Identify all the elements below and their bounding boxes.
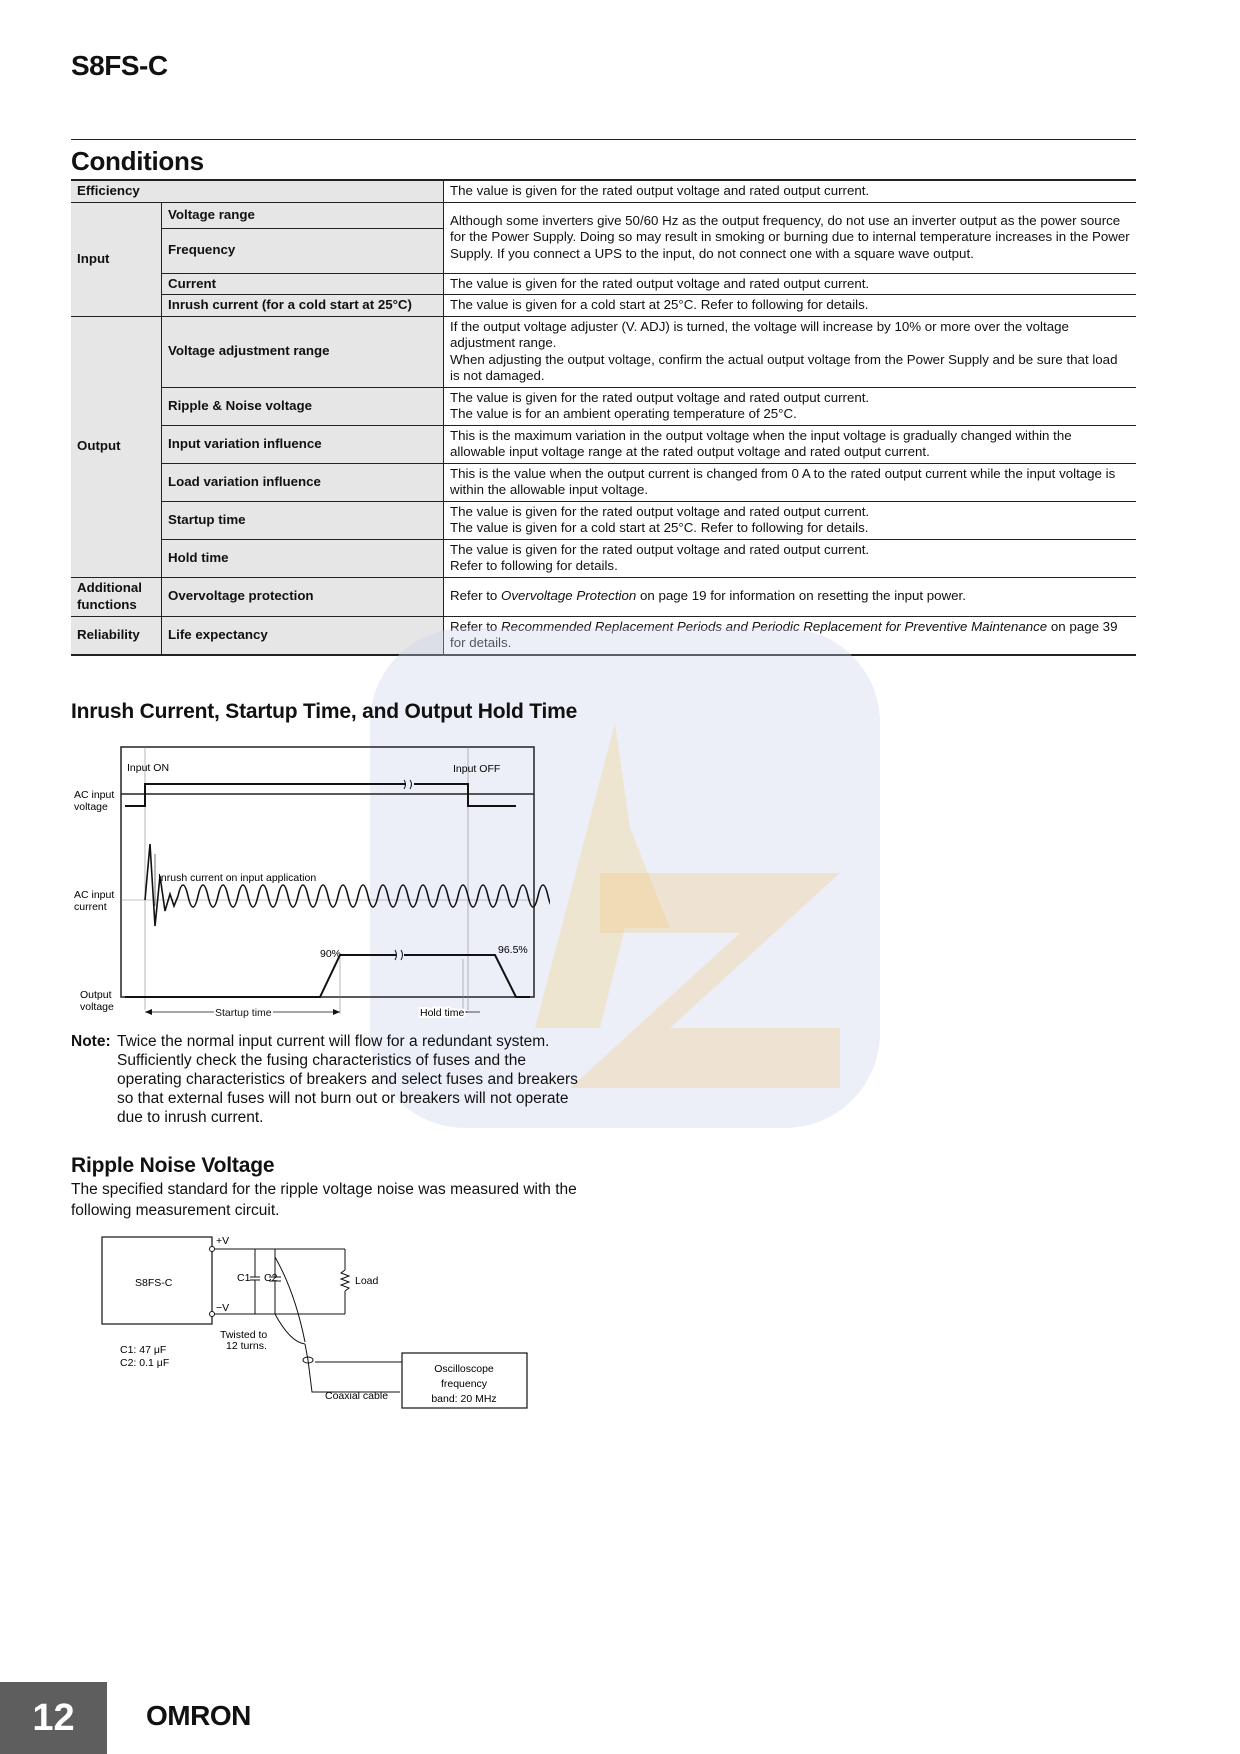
twisted-label-2: 12 turns. bbox=[226, 1340, 267, 1352]
timing-diagram bbox=[70, 746, 550, 1026]
omron-logo: OMRON bbox=[146, 1700, 251, 1731]
ninety-six-percent-label: 96.5% bbox=[498, 944, 528, 956]
measurement-circuit bbox=[100, 1232, 530, 1412]
voltage-adjustment-text bbox=[444, 316, 1137, 387]
inrush-section-heading: Inrush Current, Startup Time, and Output Hold Time bbox=[71, 700, 578, 723]
header-rule bbox=[71, 139, 1136, 140]
output-voltage-label-1: Output bbox=[80, 989, 112, 1001]
table-row bbox=[71, 316, 1136, 387]
load-label: Load bbox=[355, 1275, 379, 1287]
current-text: The value is given for the rated output voltage and rated output current. bbox=[444, 273, 1137, 295]
ac-current-label-1: AC input bbox=[74, 889, 115, 901]
c1-label: C1 bbox=[237, 1272, 251, 1284]
c2-value-label: C2: 0.1 μF bbox=[120, 1357, 170, 1369]
page-number: 12 bbox=[0, 1682, 107, 1754]
c1-value-label: C1: 47 μF bbox=[120, 1344, 167, 1356]
table-row bbox=[71, 463, 1136, 501]
efficiency-label: Efficiency bbox=[71, 180, 444, 202]
voltage-range-label: Voltage range bbox=[162, 202, 444, 228]
frequency-label: Frequency bbox=[162, 228, 444, 273]
inrush-label: Inrush current (for a cold start at 25°C) bbox=[162, 295, 444, 317]
note-text: Twice the normal input current will flow for a redundant system. Sufficiently check the fusing characteristics of fuses and the operating characteristics of breakers and select fuses and breakers so that external fuses will not burn out or breakers will not operate due to inrush current. bbox=[117, 1033, 578, 1126]
twisted-label-1: Twisted to bbox=[220, 1329, 268, 1341]
voltage-adjustment-text-1: If the output voltage adjuster (V. ADJ) is turned, the voltage will increase by 10% or more over the voltage adjustment range. bbox=[450, 318, 1069, 350]
life-reference-link: Recommended Replacement Periods and Periodic Replacement for Preventive Maintenance bbox=[501, 618, 1048, 634]
ninety-percent-label: 90% bbox=[320, 948, 342, 960]
table-row bbox=[71, 295, 1136, 317]
hold-time-label: Hold time bbox=[420, 1007, 465, 1019]
table-row bbox=[71, 425, 1136, 463]
hold-time-label: Hold time bbox=[162, 539, 444, 577]
hold-time-text bbox=[444, 539, 1137, 577]
life-text-pre: Refer to bbox=[450, 618, 501, 634]
inrush-current-label: Inrush current on input application bbox=[158, 872, 317, 884]
input-variation-label: Input variation influence bbox=[162, 425, 444, 463]
ripple-section-text: The specified standard for the ripple voltage noise was measured with the following measurement circuit. bbox=[71, 1181, 577, 1219]
reliability-label: Reliability bbox=[71, 616, 162, 655]
overvoltage-protection-text bbox=[444, 577, 1137, 616]
ripple-noise-label: Ripple & Noise voltage bbox=[162, 387, 444, 425]
input-variation-text: This is the maximum variation in the output voltage when the input voltage is gradually changed within the allowable input voltage range at the rated output voltage and rated output current. bbox=[444, 425, 1137, 463]
voltage-adjustment-text-2: When adjusting the output voltage, confirm the actual output voltage from the Power Supply and be sure that load is not damaged. bbox=[450, 351, 1118, 383]
ripple-noise-text-1: The value is given for the rated output voltage and rated output current. bbox=[450, 389, 870, 405]
conditions-heading: Conditions bbox=[71, 146, 204, 176]
table-row bbox=[71, 539, 1136, 577]
minus-v-label: −V bbox=[216, 1302, 230, 1314]
product-model-title: S8FS-C bbox=[71, 50, 168, 81]
input-group-label: Input bbox=[71, 202, 162, 316]
inrush-text: The value is given for a cold start at 25°C. Refer to following for details. bbox=[444, 295, 1137, 317]
table-row bbox=[71, 273, 1136, 295]
startup-time-label: Startup time bbox=[162, 501, 444, 539]
ovp-text-pre: Refer to bbox=[450, 588, 501, 604]
s8fs-device-label: S8FS-C bbox=[135, 1277, 173, 1289]
hold-time-text-2: Refer to following for details. bbox=[450, 558, 618, 573]
table-row bbox=[71, 577, 1136, 616]
ac-voltage-label-1: AC input bbox=[74, 789, 115, 801]
input-on-label: Input ON bbox=[127, 762, 170, 774]
input-off-label: Input OFF bbox=[453, 763, 501, 775]
coaxial-cable-label: Coaxial cable bbox=[325, 1390, 389, 1402]
output-voltage-label-2: voltage bbox=[80, 1001, 114, 1013]
inrush-note bbox=[71, 1032, 591, 1127]
hold-time-text-1: The value is given for the rated output voltage and rated output current. bbox=[450, 541, 870, 557]
output-group-label: Output bbox=[71, 316, 162, 577]
oscilloscope-label-2: frequency bbox=[440, 1378, 488, 1390]
ovp-reference-link: Overvoltage Protection bbox=[501, 588, 637, 604]
ripple-section-heading: Ripple Noise Voltage bbox=[71, 1154, 275, 1177]
efficiency-text: The value is given for the rated output voltage and rated output current. bbox=[444, 180, 1137, 202]
c2-label: C2 bbox=[264, 1272, 278, 1284]
voltage-adjustment-label: Voltage adjustment range bbox=[162, 316, 444, 387]
startup-time-label: Startup time bbox=[215, 1007, 272, 1019]
ac-current-label-2: current bbox=[74, 901, 107, 913]
load-variation-text: This is the value when the output current is changed from 0 A to the rated output current while the input voltage is within the allowable input voltage. bbox=[444, 463, 1137, 501]
table-row bbox=[71, 180, 1136, 202]
table-row bbox=[71, 501, 1136, 539]
ripple-noise-text-2: The value is for an ambient operating temperature of 25°C. bbox=[450, 406, 797, 421]
conditions-table bbox=[71, 179, 1136, 656]
life-expectancy-label: Life expectancy bbox=[162, 616, 444, 655]
life-text-post: on page 39 for details. bbox=[450, 618, 1118, 650]
overvoltage-protection-label: Overvoltage protection bbox=[162, 577, 444, 616]
load-variation-label: Load variation influence bbox=[162, 463, 444, 501]
additional-functions-label: Additional functions bbox=[71, 577, 162, 616]
oscilloscope-label-3: band: 20 MHz bbox=[431, 1393, 497, 1405]
current-label: Current bbox=[162, 273, 444, 295]
ripple-noise-text bbox=[444, 387, 1137, 425]
table-row bbox=[71, 202, 1136, 228]
note-label: Note: bbox=[71, 1033, 111, 1050]
oscilloscope-label-1: Oscilloscope bbox=[434, 1363, 494, 1375]
ac-voltage-label-2: voltage bbox=[74, 801, 108, 813]
startup-time-text-2: The value is given for a cold start at 25°C. Refer to following for details. bbox=[450, 520, 869, 535]
startup-time-text-1: The value is given for the rated output voltage and rated output current. bbox=[450, 503, 870, 519]
startup-time-text bbox=[444, 501, 1137, 539]
voltage-frequency-text: Although some inverters give 50/60 Hz as the output frequency, do not use an inverter output as the power source for the Power Supply. Doing so may result in smoking or burning due to internal temperature increases in the Power Supply. If you connect a UPS to the input, do not connect one with a square wave output. bbox=[444, 202, 1137, 273]
ovp-text-post: on page 19 for information on resetting the input power. bbox=[636, 588, 966, 604]
table-row bbox=[71, 387, 1136, 425]
plus-v-label: +V bbox=[216, 1235, 230, 1247]
